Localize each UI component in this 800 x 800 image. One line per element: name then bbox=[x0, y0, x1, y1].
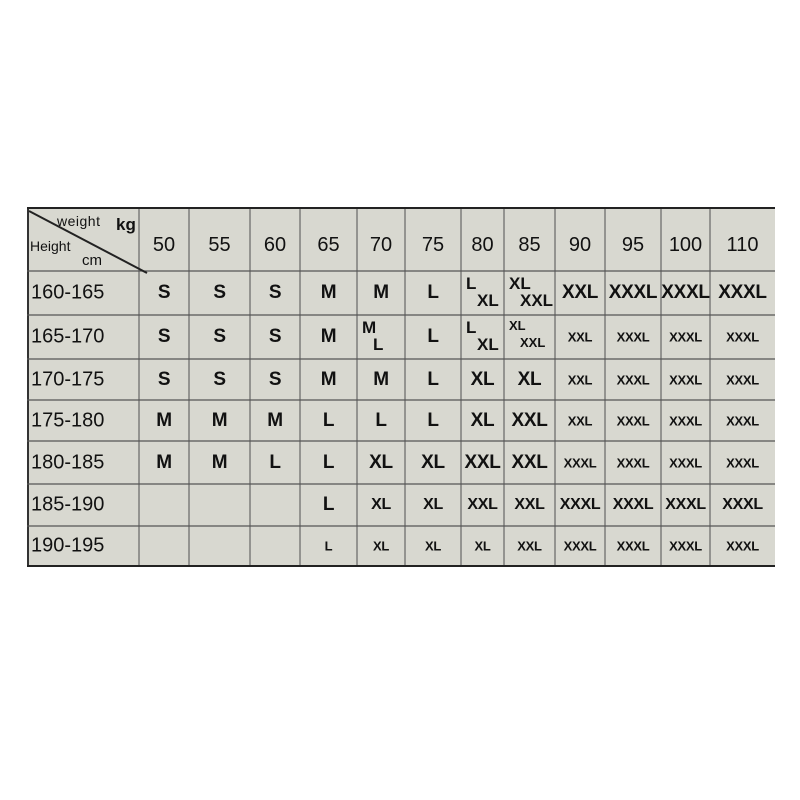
weight-column-header: 70 bbox=[369, 234, 393, 256]
size-cell: S bbox=[268, 326, 282, 347]
size-cell: M bbox=[156, 409, 172, 431]
size-cell-upper: M bbox=[362, 318, 377, 337]
size-cell-lower: XL bbox=[477, 291, 499, 310]
size-cell: XXXL bbox=[669, 455, 702, 470]
size-cell-lower: XXL bbox=[520, 335, 546, 350]
size-cell: M bbox=[320, 368, 337, 390]
size-cell: XXL bbox=[511, 409, 548, 431]
size-cell: M bbox=[320, 326, 337, 347]
height-row-label: 170-175 bbox=[31, 368, 105, 390]
height-row-label: 180-185 bbox=[31, 451, 105, 473]
cm-unit-label: cm bbox=[82, 252, 102, 269]
size-cell: XXXL bbox=[665, 496, 706, 513]
weight-axis-label: weight bbox=[57, 213, 101, 229]
size-cell: XXXL bbox=[718, 282, 767, 303]
size-cell: S bbox=[157, 326, 171, 347]
size-cell: L bbox=[427, 282, 439, 303]
size-cell: XXXL bbox=[669, 413, 702, 428]
size-cell: XXXL bbox=[669, 329, 702, 345]
weight-column-header: 55 bbox=[208, 234, 231, 256]
weight-column-header: 50 bbox=[152, 234, 176, 256]
kg-unit-label: kg bbox=[116, 215, 136, 234]
size-cell: S bbox=[213, 326, 226, 347]
weight-column-header: 110 bbox=[726, 234, 759, 256]
size-cell: XXXL bbox=[669, 372, 702, 387]
height-row-label: 160-165 bbox=[31, 281, 105, 304]
size-cell: XXL bbox=[511, 451, 548, 473]
size-cell-upper: L bbox=[466, 318, 477, 337]
size-cell: XXXL bbox=[726, 413, 759, 428]
size-cell: XXXL bbox=[616, 455, 650, 470]
size-cell: M bbox=[373, 282, 389, 303]
size-cell: L bbox=[322, 451, 335, 473]
size-cell: M bbox=[211, 451, 228, 473]
size-cell-lower: XXL bbox=[520, 291, 554, 310]
size-cell-lower: XL bbox=[477, 335, 499, 354]
size-cell: M bbox=[320, 282, 337, 303]
size-cell-lower: L bbox=[373, 335, 384, 354]
size-cell: S bbox=[157, 282, 171, 303]
size-cell: XL bbox=[371, 496, 391, 513]
height-row-label: 190-195 bbox=[31, 534, 105, 556]
size-cell: L bbox=[324, 538, 333, 553]
size-cell: XXL bbox=[464, 451, 501, 473]
size-cell: XL bbox=[470, 368, 495, 390]
size-cell: XXXL bbox=[608, 282, 658, 303]
size-cell: S bbox=[213, 282, 226, 303]
size-cell: XL bbox=[369, 451, 393, 473]
size-cell: L bbox=[322, 494, 335, 515]
size-cell: M bbox=[267, 409, 283, 431]
size-cell: XL bbox=[424, 538, 442, 553]
size-cell: XXXL bbox=[661, 282, 710, 303]
size-cell: XXL bbox=[517, 538, 542, 553]
size-cell: S bbox=[213, 368, 226, 390]
size-cell: XXXL bbox=[669, 538, 702, 553]
size-cell: XXXL bbox=[563, 538, 597, 553]
size-cell: L bbox=[427, 368, 439, 390]
size-cell: XXXL bbox=[726, 538, 759, 553]
size-cell-upper: XL bbox=[509, 318, 526, 333]
size-cell: S bbox=[157, 368, 171, 390]
height-row-label: 185-190 bbox=[31, 493, 105, 516]
size-cell: M bbox=[373, 368, 389, 390]
size-cell: XL bbox=[470, 409, 495, 431]
size-chart-table bbox=[27, 207, 775, 567]
size-cell: XXL bbox=[567, 329, 593, 345]
size-cell: L bbox=[322, 409, 335, 431]
size-cell: XXL bbox=[561, 282, 599, 303]
weight-column-header: 80 bbox=[471, 234, 494, 256]
size-cell-upper: L bbox=[466, 274, 477, 293]
size-cell: XXXL bbox=[616, 538, 650, 553]
weight-column-header: 95 bbox=[621, 234, 645, 256]
size-cell: XXXL bbox=[563, 455, 597, 470]
size-cell: XL bbox=[474, 538, 491, 553]
size-cell: L bbox=[427, 326, 439, 347]
size-cell: XXXL bbox=[616, 329, 650, 345]
size-cell: XL bbox=[517, 368, 542, 390]
size-cell: M bbox=[156, 451, 172, 473]
size-cell: XXXL bbox=[559, 496, 601, 513]
weight-column-header: 75 bbox=[421, 234, 445, 256]
size-cell: XXXL bbox=[616, 413, 650, 428]
size-cell: XXXL bbox=[726, 372, 759, 387]
weight-column-header: 60 bbox=[263, 234, 287, 256]
size-cell: XXL bbox=[567, 372, 593, 387]
size-cell: XXXL bbox=[612, 496, 654, 513]
size-cell-upper: XL bbox=[509, 274, 531, 293]
height-row-label: 165-170 bbox=[31, 325, 105, 348]
weight-column-header: 65 bbox=[317, 234, 340, 256]
size-cell: M bbox=[211, 409, 228, 431]
size-cell: XL bbox=[421, 451, 445, 473]
size-cell: L bbox=[375, 409, 387, 431]
height-axis-label: Height bbox=[30, 238, 71, 254]
table-grid bbox=[27, 209, 775, 565]
size-cell: L bbox=[427, 409, 439, 431]
size-cell: L bbox=[269, 451, 281, 473]
size-cell: S bbox=[268, 282, 282, 303]
weight-column-header: 100 bbox=[668, 234, 703, 256]
size-cell: XXL bbox=[514, 496, 545, 513]
weight-column-header: 85 bbox=[518, 234, 541, 256]
size-cell: XXL bbox=[567, 413, 593, 428]
size-cell: XXL bbox=[467, 496, 498, 513]
size-cell: XXXL bbox=[726, 329, 759, 345]
weight-column-header: 90 bbox=[568, 234, 592, 256]
height-row-label: 175-180 bbox=[31, 409, 105, 431]
size-cell: XXXL bbox=[722, 496, 763, 513]
size-cell: XXXL bbox=[726, 455, 759, 470]
size-cell: XXXL bbox=[616, 372, 650, 387]
size-cell: XL bbox=[423, 496, 443, 513]
size-cell: XL bbox=[372, 538, 390, 553]
size-cell: S bbox=[268, 368, 282, 390]
